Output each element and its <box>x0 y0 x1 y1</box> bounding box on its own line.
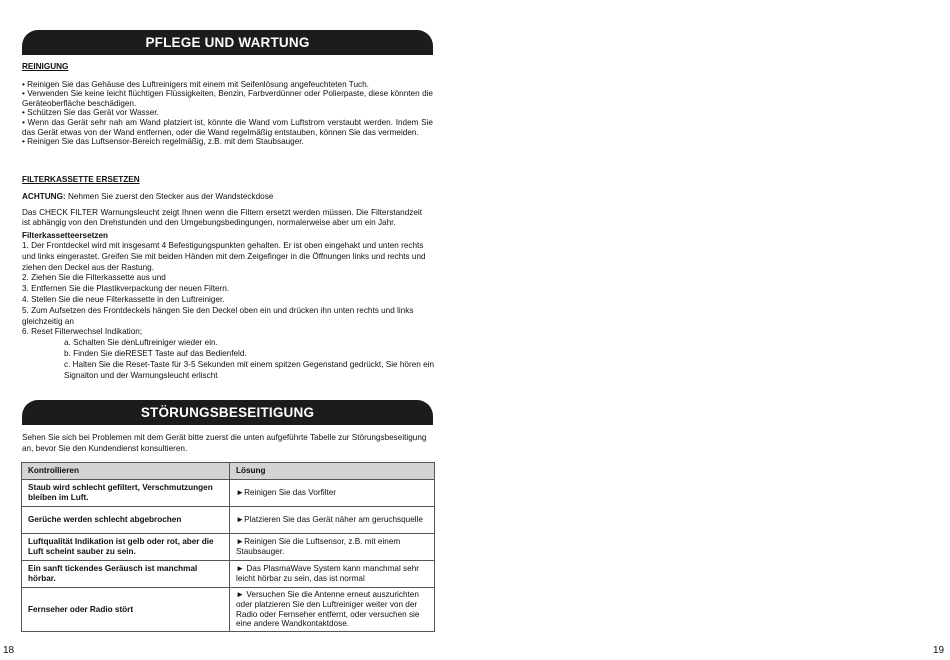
solution-cell: ► Versuchen Sie die Antenne erneut auszurichten oder platzieren Sie den Luftreiniger weiter von der Radio oder Fernseher entfernt, oder versuchen sie eine andere Wandkontaktdose. <box>230 588 435 632</box>
caution-label: ACHTUNG: <box>22 191 66 201</box>
column-header-check: Kontrollieren <box>22 463 230 480</box>
page-number-right: 19 <box>933 645 945 656</box>
replace-heading: Filterkassetteersetzen <box>22 231 109 241</box>
filter-section <box>22 175 440 381</box>
replace-step: 3. Entfernen Sie die Plastikverpackung der neuen Filtern. <box>22 284 230 294</box>
check-cell: Fernseher oder Radio stört <box>22 588 230 632</box>
replace-substep: b. Finden Sie dieRESET Taste auf das Bedienfeld. <box>64 348 247 358</box>
replace-substep: c. Halten Sie die Reset-Taste für 3-5 Sekunden mit einem spitzen Gegenstand gedrückt, Sie hören ein Signalton und der Warnungsleucht erlischt <box>64 359 435 380</box>
check-filter-text: Das CHECK FILTER Warnungsleucht zeigt Ihnen wenn die Filtern ersetzt werden müssen. Die Filterstandzeit ist abhängig von den Drehstunden und den Umgebungsbedingungen, normalerweise aber um ein Jahr. <box>22 208 422 227</box>
table-row <box>22 588 435 632</box>
cleaning-item: • Schützen Sie das Gerät vor Wasser. <box>22 108 159 118</box>
cleaning-item: • Wenn das Gerät sehr nah am Wand platziert ist, könnte die Wand vom Luftstrom verstaubt werden. Indem Sie das Gerät etwas von der Wand entfernen, oder die Wand regelmäßig entstauben, können Sie das vermeiden. <box>22 117 433 137</box>
check-cell: Ein sanft tickendes Geräusch ist manchmal hörbar. <box>22 561 230 588</box>
cleaning-item: • Reinigen Sie das Luftsensor-Bereich regelmäßig, z.B. mit dem Staubsauger. <box>22 137 304 147</box>
caution-line <box>22 192 440 202</box>
cleaning-heading: REINIGUNG <box>22 62 69 71</box>
troubleshooting-table <box>21 462 435 632</box>
table-row <box>22 480 435 507</box>
check-cell: Staub wird schlecht gefiltert, Verschmutzungen bleiben im Luft. <box>22 480 230 507</box>
replace-step: 6. Reset Filterwechsel Indikation; <box>22 327 143 337</box>
page-number-left: 18 <box>3 645 15 656</box>
column-header-solution: Lösung <box>230 463 435 480</box>
replace-step: 2. Ziehen Sie die Filterkassette aus und <box>22 273 166 283</box>
solution-cell: ►Reinigen Sie das Vorfilter <box>230 480 435 507</box>
cleaning-item: • Reinigen Sie das Gehäuse des Luftreinigers mit einem mit Seifenlösung angefeuchteten Tuch. <box>22 79 369 89</box>
caution-text: Nehmen Sie zuerst den Stecker aus der Wandsteckdose <box>65 191 274 201</box>
table-header-row <box>22 463 435 480</box>
filter-heading: FILTERKASSETTE ERSETZEN <box>22 175 140 184</box>
troubleshooting-intro <box>22 433 433 455</box>
table-row <box>22 507 435 534</box>
table-row <box>22 561 435 588</box>
solution-cell: ►Reinigen Sie die Luftsensor, z.B. mit einem Staubsauger. <box>230 534 435 561</box>
replace-step: 5. Zum Aufsetzen des Frontdeckels hängen Sie den Deckel oben ein und drücken ihn unten rechts und links gleichzeitig an <box>22 305 414 326</box>
cleaning-section <box>22 62 433 147</box>
replace-step: 1. Der Frontdeckel wird mit insgesamt 4 Befestigungspunkten gehalten. Er ist oben eingehakt und unten rechts und links eingerastet. Greifen Sie mit beiden Händen mit dem Zeigefinger in die Öffnungen links und rechts und ziehen den Deckel aus der Rastung. <box>22 240 426 272</box>
cleaning-item: • Verwenden Sie keine leicht flüchtigen Flüssigkeiten, Benzin, Farbverdünner oder Polierpaste, diese könnten die Geräteoberfläche beschädigen. <box>22 89 433 108</box>
replace-step: 4. Stellen Sie die neue Filterkassette in den Luftreiniger. <box>22 294 225 304</box>
check-cell: Gerüche werden schlecht abgebrochen <box>22 507 230 534</box>
table-row <box>22 534 435 561</box>
intro-text: Sehen Sie sich bei Problemen mit dem Gerät bitte zuerst die unten aufgeführte Tabelle zur Störungsbeseitigung an, bevor Sie den Kundendienst konsultieren. <box>22 433 427 453</box>
replace-substep: a. Schalten Sie denLuftreiniger wieder ein. <box>64 338 218 348</box>
solution-cell: ►Platzieren Sie das Gerät näher am geruchsquelle <box>230 507 435 534</box>
check-cell: Luftqualität Indikation ist gelb oder rot, aber die Luft scheint sauber zu sein. <box>22 534 230 561</box>
troubleshooting-banner: STÖRUNGSBESEITIGUNG <box>22 400 433 425</box>
care-section-banner: PFLEGE UND WARTUNG <box>22 30 433 55</box>
solution-cell: ► Das PlasmaWave System kann manchmal sehr leicht hörbar zu sein, das ist normal <box>230 561 435 588</box>
